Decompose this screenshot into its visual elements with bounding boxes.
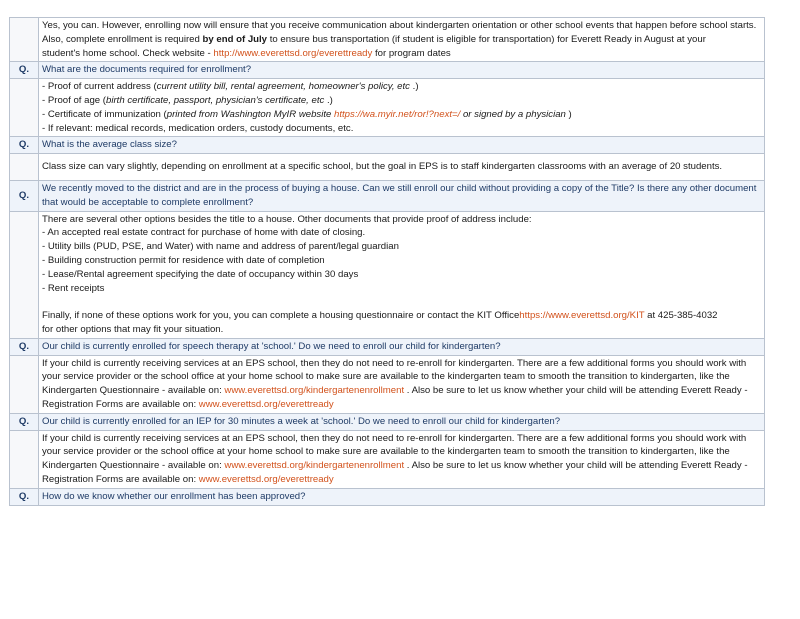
everett-ready-link[interactable]: www.everettsd.org/everettready [198,473,334,485]
answer-row [10,355,765,413]
list-item: - Building construction permit for residence with date of completion [42,254,325,266]
kindergarten-enrollment-link[interactable]: www.everettsd.org/kindergartenenrollment [224,385,405,397]
answer-row [10,430,765,488]
q-marker-empty [10,211,39,338]
kindergarten-enrollment-link[interactable]: www.everettsd.org/kindergartenenrollment [224,460,405,472]
answer-row [10,154,765,181]
faq-table [9,17,765,506]
q-marker: Q. [10,413,39,430]
q-marker-empty [10,430,39,488]
q-marker: Q. [10,137,39,154]
myir-link[interactable]: https://wa.myir.net/ror!?next=/ [334,108,461,120]
question-row [10,488,765,505]
question-row [10,137,765,154]
question-class-size: What is the average class size? [39,137,765,154]
question-title-alternative: We recently moved to the district and are in the process of buying a house. Can we still enroll our child without providing a copy of the Title? Is there any other document that would be acceptable to complete enrollment? [39,180,765,211]
question-speech-therapy: Our child is currently enrolled for speech therapy at 'school.' Do we need to enroll our child for kindergarten? [39,338,765,355]
answer-documents: - Proof of current address (current utility bill, rental agreement, homeowner's policy, etc .) - Proof of age (birth certificate, passport, physician's certificate, etc .) - Certificate of immunization (printed from Washington MyIR website https://wa.myir.net/ror!?next=/ or signed by a physician ) - If relevant: medical records, medication orders, custody documents, etc. [39,79,765,137]
deadline-text: by end of July [202,33,268,45]
everett-ready-link[interactable]: http://www.everettsd.org/everettready [213,47,373,59]
q-marker: Q. [10,62,39,79]
list-item: - An accepted real estate contract for purchase of home with date of closing. [42,227,366,239]
question-iep: Our child is currently enrolled for an IEP for 30 minutes a week at 'school.' Do we need to enroll our child for kindergarten? [39,413,765,430]
answer-speech-therapy: If your child is currently receiving services at an EPS school, then they do not need to re-enroll for kindergarten. There are a few additional forms you should work with your service provider or the school office at your home school to make sure are available to the kindergarten team to smooth the transition to kindergarten, like the Kindergarten Questionnaire - available on: www.everettsd.org/kindergartenenrollment . Also be sure to let us know whether your child will be attending Everett Ready - Registration Forms are available on: www.everettsd.org/everettready [39,355,765,413]
list-item: - Utility bills (PUD, PSE, and Water) with name and address of parent/legal guardian [42,241,399,253]
answer-class-size: Class size can vary slightly, depending on enrollment at a specific school, but the goal in EPS is to staff kindergarten classrooms with an average of 20 students. [39,154,765,181]
answer-row [10,79,765,137]
q-marker: Q. [10,488,39,505]
list-item: - Rent receipts [42,282,105,294]
q-marker-empty [10,18,39,62]
question-row [10,62,765,79]
q-marker-empty [10,79,39,137]
answer-line: Yes, you can. However, enrolling now will ensure that you receive communication about kindergarten orientation or other school events that happen before school starts. [42,20,757,31]
answer-iep: If your child is currently receiving services at an EPS school, then they do not need to re-enroll for kindergarten. There are a few additional forms you should work with your service provider or the school office at your home school to make sure are available to the kindergarten team to smooth the transition to kindergarten, like the Kindergarten Questionnaire - available on: www.everettsd.org/kindergartenenrollment . Also be sure to let us know whether your child will be attending Everett Ready - Registration Forms are available on: www.everettsd.org/everettready [39,430,765,488]
answer-enroll-early: Yes, you can. However, enrolling now will ensure that you receive communication about kindergarten orientation or other school events that happen before school starts. Also, complete enrollment is required by end of July to ensure bus transportation (if student is eligible for transportation) for Everett Ready in August at your student's home school. Check website - http://www.everettsd.org/everettready for program dates [39,18,765,62]
answer-row [10,211,765,338]
question-row [10,413,765,430]
question-approval: How do we know whether our enrollment has been approved? [39,488,765,505]
q-marker: Q. [10,180,39,211]
list-item: - Lease/Rental agreement specifying the date of occupancy within 30 days [42,268,359,280]
q-marker-empty [10,355,39,413]
q-marker: Q. [10,338,39,355]
everett-ready-link[interactable]: www.everettsd.org/everettready [198,398,334,410]
kit-link[interactable]: https://www.everettsd.org/KIT [519,310,645,322]
question-row [10,180,765,211]
answer-row [10,18,765,62]
question-documents: What are the documents required for enrollment? [39,62,765,79]
q-marker-empty [10,154,39,181]
answer-title-alternative: There are several other options besides the title to a house. Other documents that provide proof of address include: - An accepted real estate contract for purchase of home with date of closing. - Utility bills (PUD, PSE, and Water) with name and address of parent/legal guardian - Building construction permit for residence with date of completion - Lease/Rental agreement specifying the date of occupancy within 30 days - Rent receipts Finally, if none of these options work for you, you can complete a housing questionnaire or contact the KIT Officehttps://www.everettsd.org/KIT at 425-385-4032 for other options that may fit your situation. [39,211,765,338]
question-row [10,338,765,355]
